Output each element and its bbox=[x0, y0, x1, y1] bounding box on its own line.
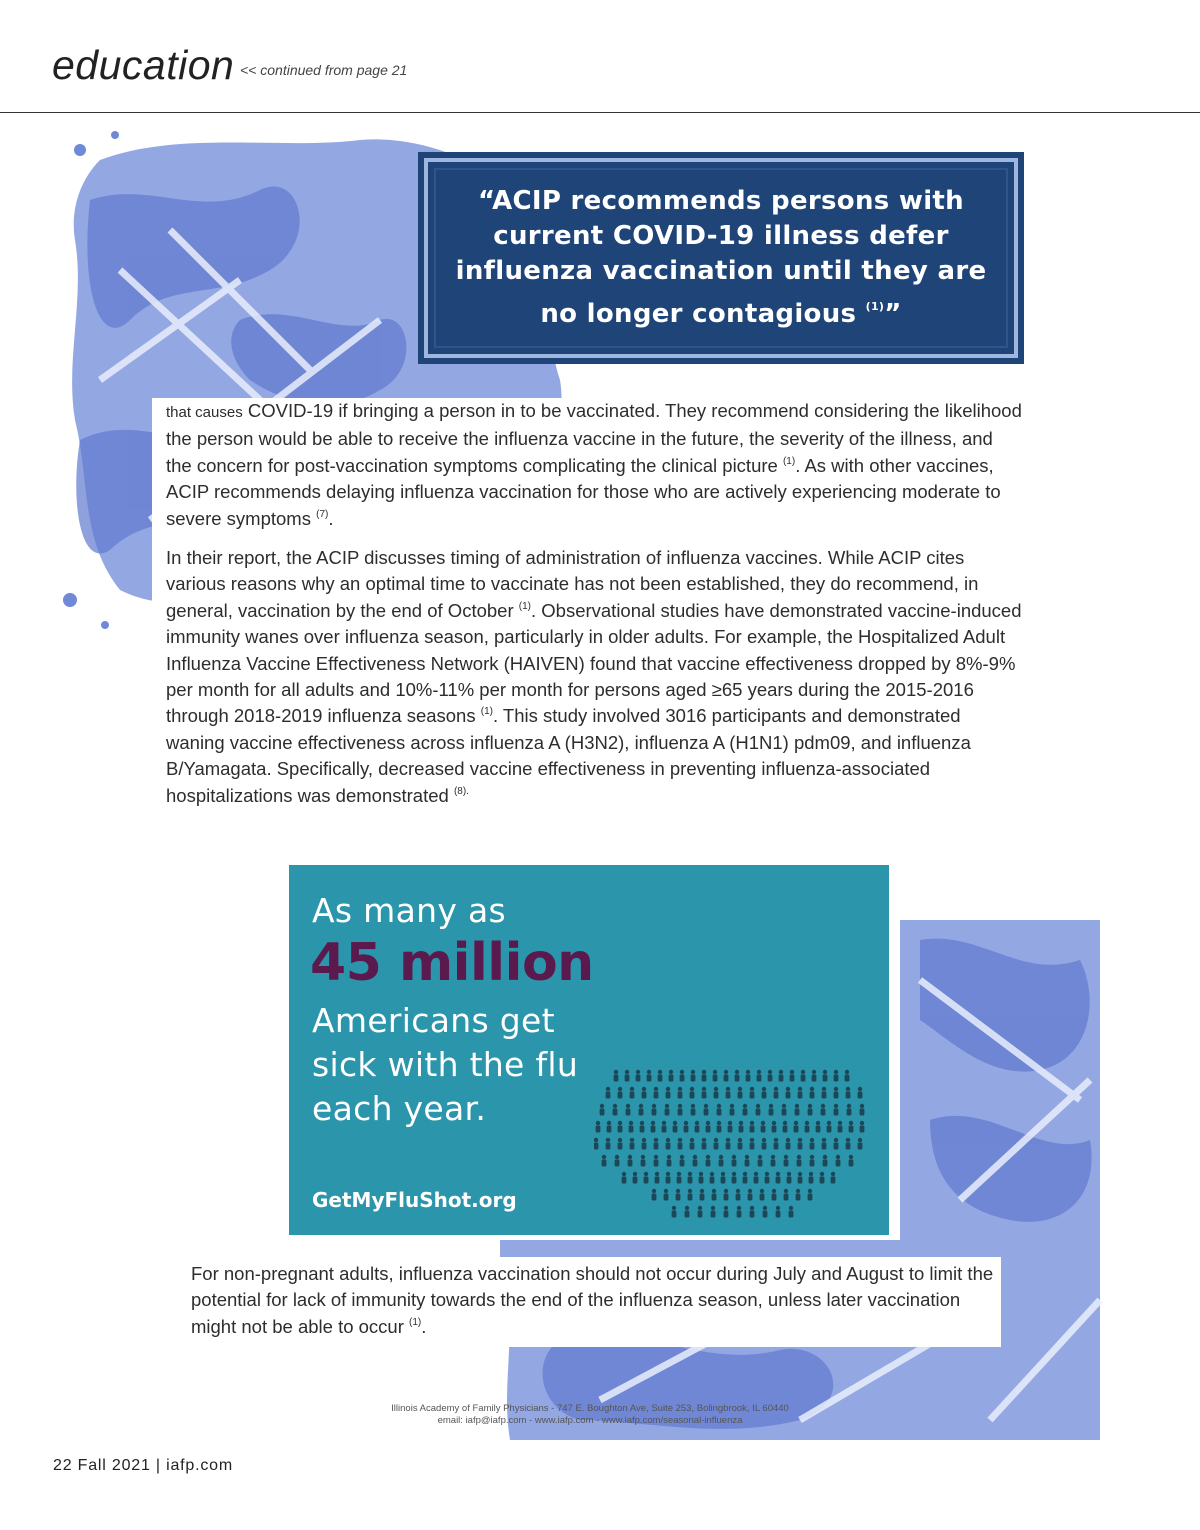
quote-open-mark: “ bbox=[478, 186, 493, 216]
ad-line-each-year: each year. bbox=[312, 1089, 487, 1128]
section-title: education bbox=[52, 42, 235, 88]
body-paragraph-1 bbox=[166, 398, 1022, 532]
paragraph-text: . bbox=[328, 507, 334, 529]
continued-note: << continued from page 21 bbox=[240, 62, 408, 78]
ad-line-sick: sick with the flu bbox=[312, 1045, 579, 1084]
paragraph-text: . As with other vaccines, ACIP recommends delaying influenza vaccination for those who are actively experiencing moderate to severe symptoms bbox=[166, 454, 1001, 529]
us-map-people-icon bbox=[594, 1060, 874, 1225]
quote-reference: (1) bbox=[865, 300, 885, 313]
paragraph-text: . Observational studies have demonstrated vaccine-induced immunity wanes over influenza season, particularly in older adults. For example, the Hospitalized Adult Influenza Vaccine Effectiveness Network (HAIVEN) found that vaccine effectiveness dropped by 8%-9% per month for all adults and 10%-11% per month for persons aged ≥65 years during the 2015-2016 through 2018-2019 influenza seasons bbox=[166, 599, 1022, 727]
article-body bbox=[152, 398, 1022, 828]
body-paragraph-2 bbox=[166, 545, 1022, 809]
quote-line-4: no longer contagious bbox=[540, 299, 857, 329]
page-folio: 22 Fall 2021 | iafp.com bbox=[53, 1457, 233, 1474]
ad-headline-number: 45 million bbox=[310, 933, 594, 993]
citation-ref: (1) bbox=[782, 455, 796, 467]
address-line-1: Illinois Academy of Family Physicians - 747 E. Boughton Ave, Suite 253, Bolingbrook, IL 60440 bbox=[391, 1403, 789, 1414]
paragraph-text: COVID-19 if bringing a person in to be vaccinated. They recommend considering the likelihood the person would be able to receive the influenza vaccine in the future, the severity of the illness, and the concern for post-vaccination symptoms complicating the clinical picture bbox=[166, 400, 1022, 476]
citation-ref: (1) bbox=[480, 706, 493, 718]
ad-line-americans: Americans get bbox=[312, 1001, 555, 1040]
ad-line-as-many-as: As many as bbox=[312, 891, 506, 930]
paragraph-text: For non-pregnant adults, influenza vaccination should not occur during July and August to limit the potential for lack of immunity towards the end of the influenza season, unless later vaccination might not be able to occur bbox=[191, 1263, 994, 1337]
body-paragraph-3 bbox=[191, 1261, 1001, 1340]
quote-line-1: ACIP recommends persons with bbox=[492, 186, 964, 216]
flu-shot-ad bbox=[289, 865, 889, 1235]
citation-ref: (8). bbox=[453, 785, 469, 797]
ad-website-link[interactable]: GetMyFluShot.org bbox=[312, 1188, 517, 1212]
citation-ref: (1) bbox=[518, 600, 531, 612]
pull-quote-text bbox=[451, 184, 991, 332]
pull-quote-box bbox=[418, 152, 1024, 364]
paragraph-lead: that causes bbox=[166, 404, 243, 421]
address-line-2: email: iafp@iafp.com - www.iafp.com - www.iafp.com/seasonal-influenza bbox=[437, 1415, 743, 1426]
paragraph-text: . bbox=[421, 1315, 427, 1337]
lower-text-panel bbox=[176, 1257, 1001, 1347]
header-rule bbox=[0, 112, 1200, 113]
ad-address-block bbox=[300, 1403, 880, 1427]
quote-line-2: current COVID-19 illness defer bbox=[493, 221, 949, 251]
quote-line-3: influenza vaccination until they are bbox=[455, 256, 987, 286]
quote-close-mark: ” bbox=[884, 299, 902, 329]
pull-quote-frame bbox=[424, 158, 1018, 358]
paragraph-text: In their report, the ACIP discusses timing of administration of influenza vaccines. While ACIP cites various reasons why an optimal time to vaccinate has not been established, they do recommend, in general, vaccination by the end of October bbox=[166, 547, 979, 621]
citation-ref: (7) bbox=[316, 508, 329, 520]
citation-ref: (1) bbox=[409, 1316, 422, 1328]
pull-quote-core bbox=[434, 168, 1008, 348]
paragraph-text: . This study involved 3016 participants and demonstrated waning vaccine effectiveness across influenza A (H3N2), influenza A (H1N1) pdm09, and influenza B/Yamagata. Specifically, decreased vaccine effectiveness in preventing influenza-associated hospitalizations was demonstrated bbox=[166, 705, 971, 806]
